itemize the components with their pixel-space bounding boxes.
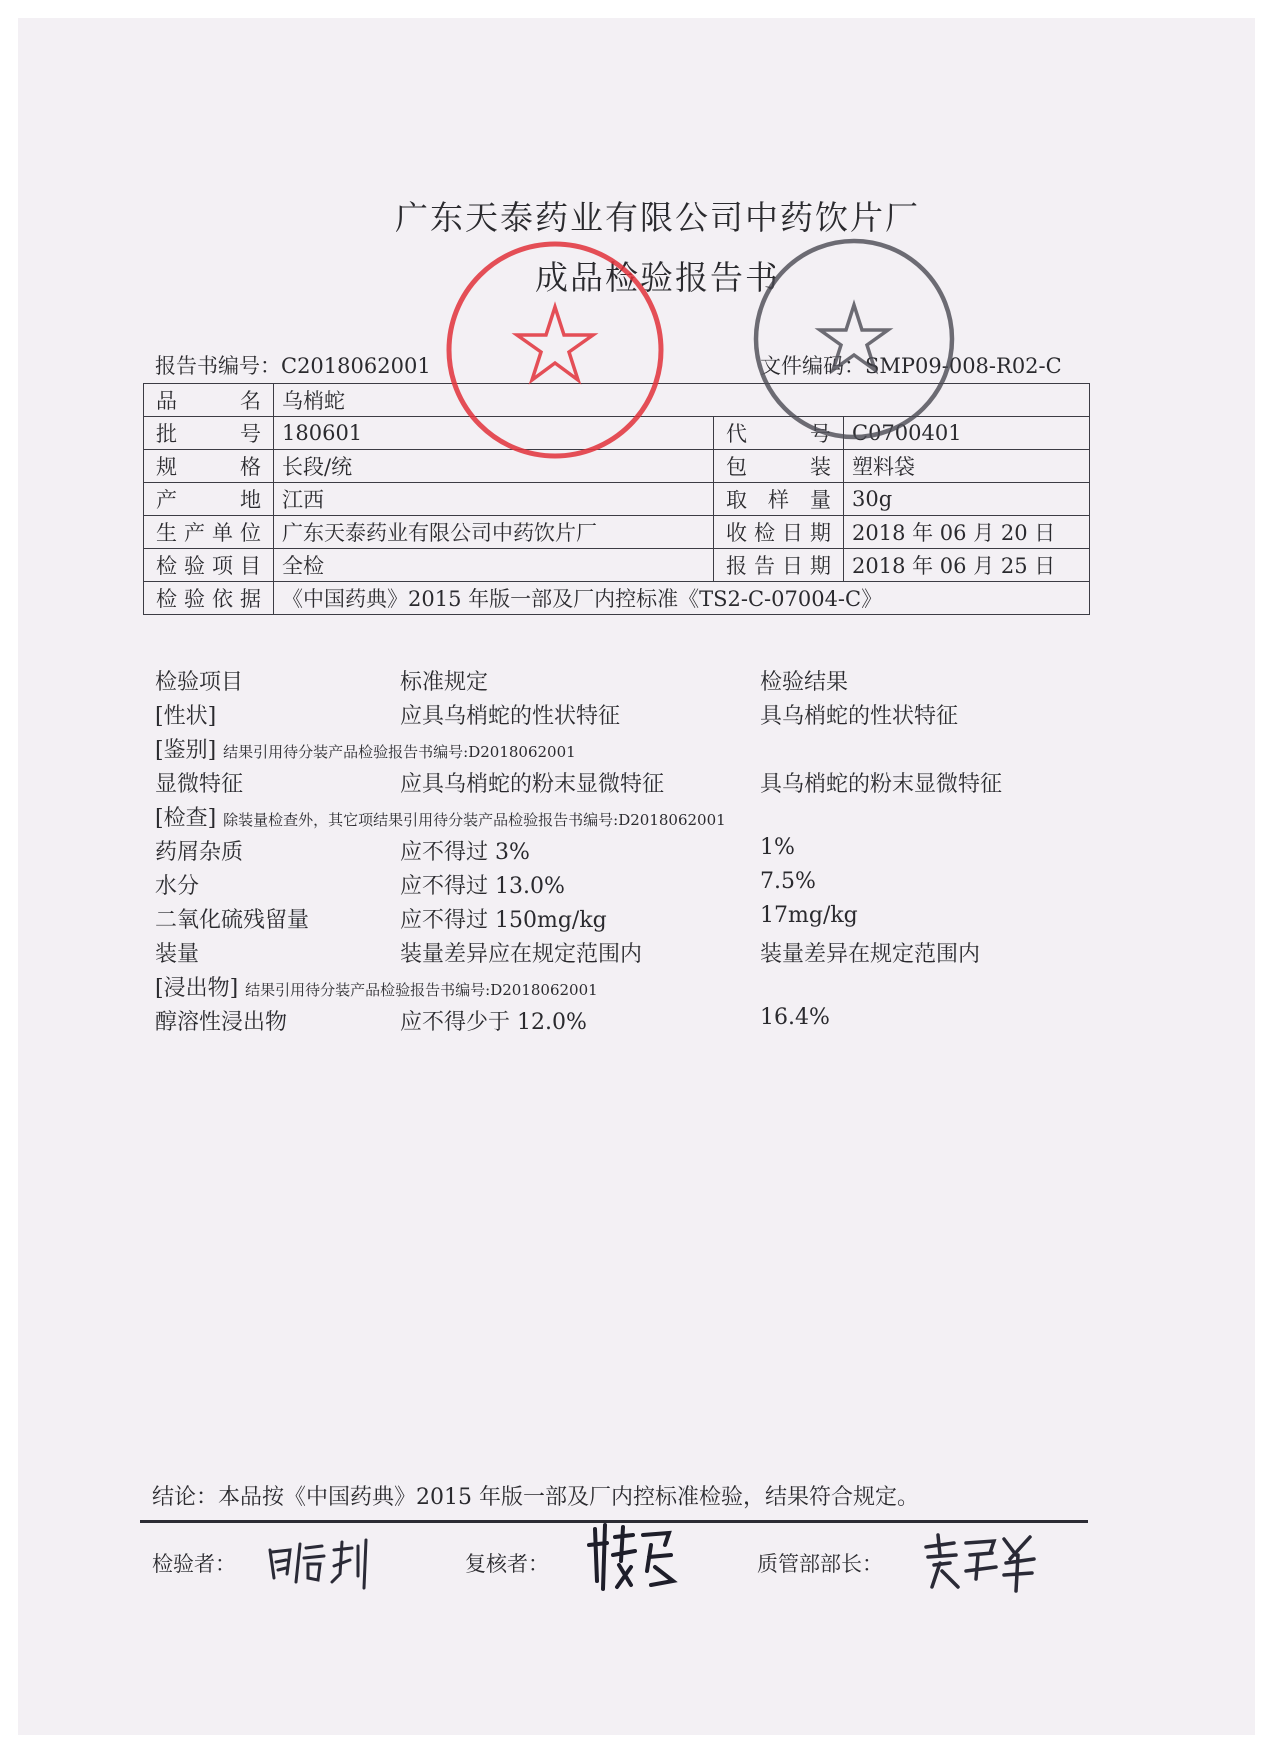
product-name-label: 品名	[144, 384, 274, 417]
result-item	[155, 733, 576, 764]
result-standard: 应不得少于 12.0%	[400, 1010, 587, 1035]
result-row	[155, 801, 1075, 835]
gray-inspection-seal	[748, 233, 960, 445]
sample-qty-value: 30g	[844, 483, 1090, 516]
receive-date-value: 2018 年 06 月 20 日	[844, 516, 1090, 549]
code-label: 代号	[714, 417, 844, 450]
result-value: 装量差异在规定范围内	[760, 942, 981, 967]
package-label: 包装	[714, 450, 844, 483]
producer-label: 生产单位	[144, 516, 274, 549]
file-number-value: SMP09-008-R02-C	[865, 354, 1062, 378]
receive-date-label: 收检日期	[714, 516, 844, 549]
header-result: 检验结果	[760, 670, 849, 695]
batch-no-value: 180601	[274, 417, 714, 450]
result-item: 显微特征	[155, 772, 244, 797]
reviewer-signature	[585, 1515, 680, 1595]
package-value: 塑料袋	[844, 450, 1090, 483]
origin-value: 江西	[274, 483, 714, 516]
result-item: 醇溶性浸出物	[155, 1010, 288, 1035]
file-number-label: 文件编码：	[760, 354, 865, 378]
result-value: 1%	[760, 835, 795, 860]
result-item	[155, 801, 726, 832]
report-number	[155, 350, 431, 380]
product-name-value: 乌梢蛇	[274, 384, 1090, 417]
table-row	[144, 549, 1090, 582]
table-row	[144, 582, 1090, 615]
result-row	[155, 971, 1075, 1005]
sample-qty-label: 取样量	[714, 483, 844, 516]
batch-no-label: 批号	[144, 417, 274, 450]
test-item-value: 全检	[274, 549, 714, 582]
report-title: 成品检验报告书	[535, 258, 780, 297]
result-item: 二氧化硫残留量	[155, 908, 310, 933]
conclusion: 结论：本品按《中国药典》2015 年版一部及厂内控标准检验，结果符合规定。	[152, 1485, 919, 1510]
result-standard: 装量差异应在规定范围内	[400, 942, 643, 967]
section-note: 除装量检查外，其它项结果引用待分装产品检验报告书编号:D2018062001	[223, 811, 726, 829]
result-standard: 应不得过 150mg/kg	[400, 908, 607, 933]
result-standard: 应具乌梢蛇的性状特征	[400, 704, 621, 729]
result-item: 药屑杂质	[155, 840, 244, 865]
result-row	[155, 869, 1075, 903]
result-row	[155, 699, 1075, 733]
qa-head-signature	[920, 1525, 1040, 1595]
red-company-seal	[440, 235, 670, 465]
inspector-label: 检验者：	[152, 1552, 236, 1576]
results-header	[155, 665, 1075, 699]
result-item	[155, 971, 598, 1002]
result-item: 水分	[155, 874, 200, 899]
result-standard: 应具乌梢蛇的粉末显微特征	[400, 772, 665, 797]
reviewer-label: 复核者：	[465, 1552, 549, 1576]
producer-value: 广东天泰药业有限公司中药饮片厂	[274, 516, 714, 549]
result-item: 装量	[155, 942, 200, 967]
result-standard: 应不得过 3%	[400, 840, 530, 865]
result-value: 具乌梢蛇的性状特征	[760, 704, 959, 729]
result-value: 16.4%	[760, 1005, 830, 1030]
inspector-signature	[262, 1530, 372, 1592]
result-standard: 应不得过 13.0%	[400, 874, 565, 899]
section-label: [检查]	[155, 806, 217, 831]
result-row	[155, 937, 1075, 971]
spec-label: 规格	[144, 450, 274, 483]
result-row	[155, 767, 1075, 801]
section-label: [浸出物]	[155, 976, 239, 1001]
report-date-label: 报告日期	[714, 549, 844, 582]
test-item-label: 检验项目	[144, 549, 274, 582]
result-value: 17mg/kg	[760, 903, 858, 928]
result-item: [性状]	[155, 704, 217, 729]
company-title: 广东天泰药业有限公司中药饮片厂	[395, 198, 920, 237]
test-results	[155, 665, 1075, 1039]
basis-label: 检验依据	[144, 582, 274, 615]
result-row	[155, 733, 1075, 767]
qa-head-label: 质管部部长：	[757, 1552, 883, 1576]
report-number-value: C2018062001	[281, 354, 431, 378]
section-note: 结果引用待分装产品检验报告书编号:D2018062001	[245, 981, 598, 999]
report-date-value: 2018 年 06 月 25 日	[844, 549, 1090, 582]
code-value: C0700401	[844, 417, 1090, 450]
origin-label: 产地	[144, 483, 274, 516]
report-number-label: 报告书编号：	[155, 354, 281, 378]
basis-value: 《中国药典》2015 年版一部及厂内控标准《TS2-C-07004-C》	[274, 582, 1090, 615]
result-value: 具乌梢蛇的粉末显微特征	[760, 772, 1003, 797]
table-row	[144, 483, 1090, 516]
result-row	[155, 1005, 1075, 1039]
result-value: 7.5%	[760, 869, 816, 894]
table-row	[144, 516, 1090, 549]
section-note: 结果引用待分装产品检验报告书编号:D2018062001	[223, 743, 576, 761]
section-label: [鉴别]	[155, 738, 217, 763]
header-item: 检验项目	[155, 670, 244, 695]
result-row	[155, 903, 1075, 937]
result-row	[155, 835, 1075, 869]
header-standard: 标准规定	[400, 670, 489, 695]
spec-value: 长段/统	[274, 450, 714, 483]
